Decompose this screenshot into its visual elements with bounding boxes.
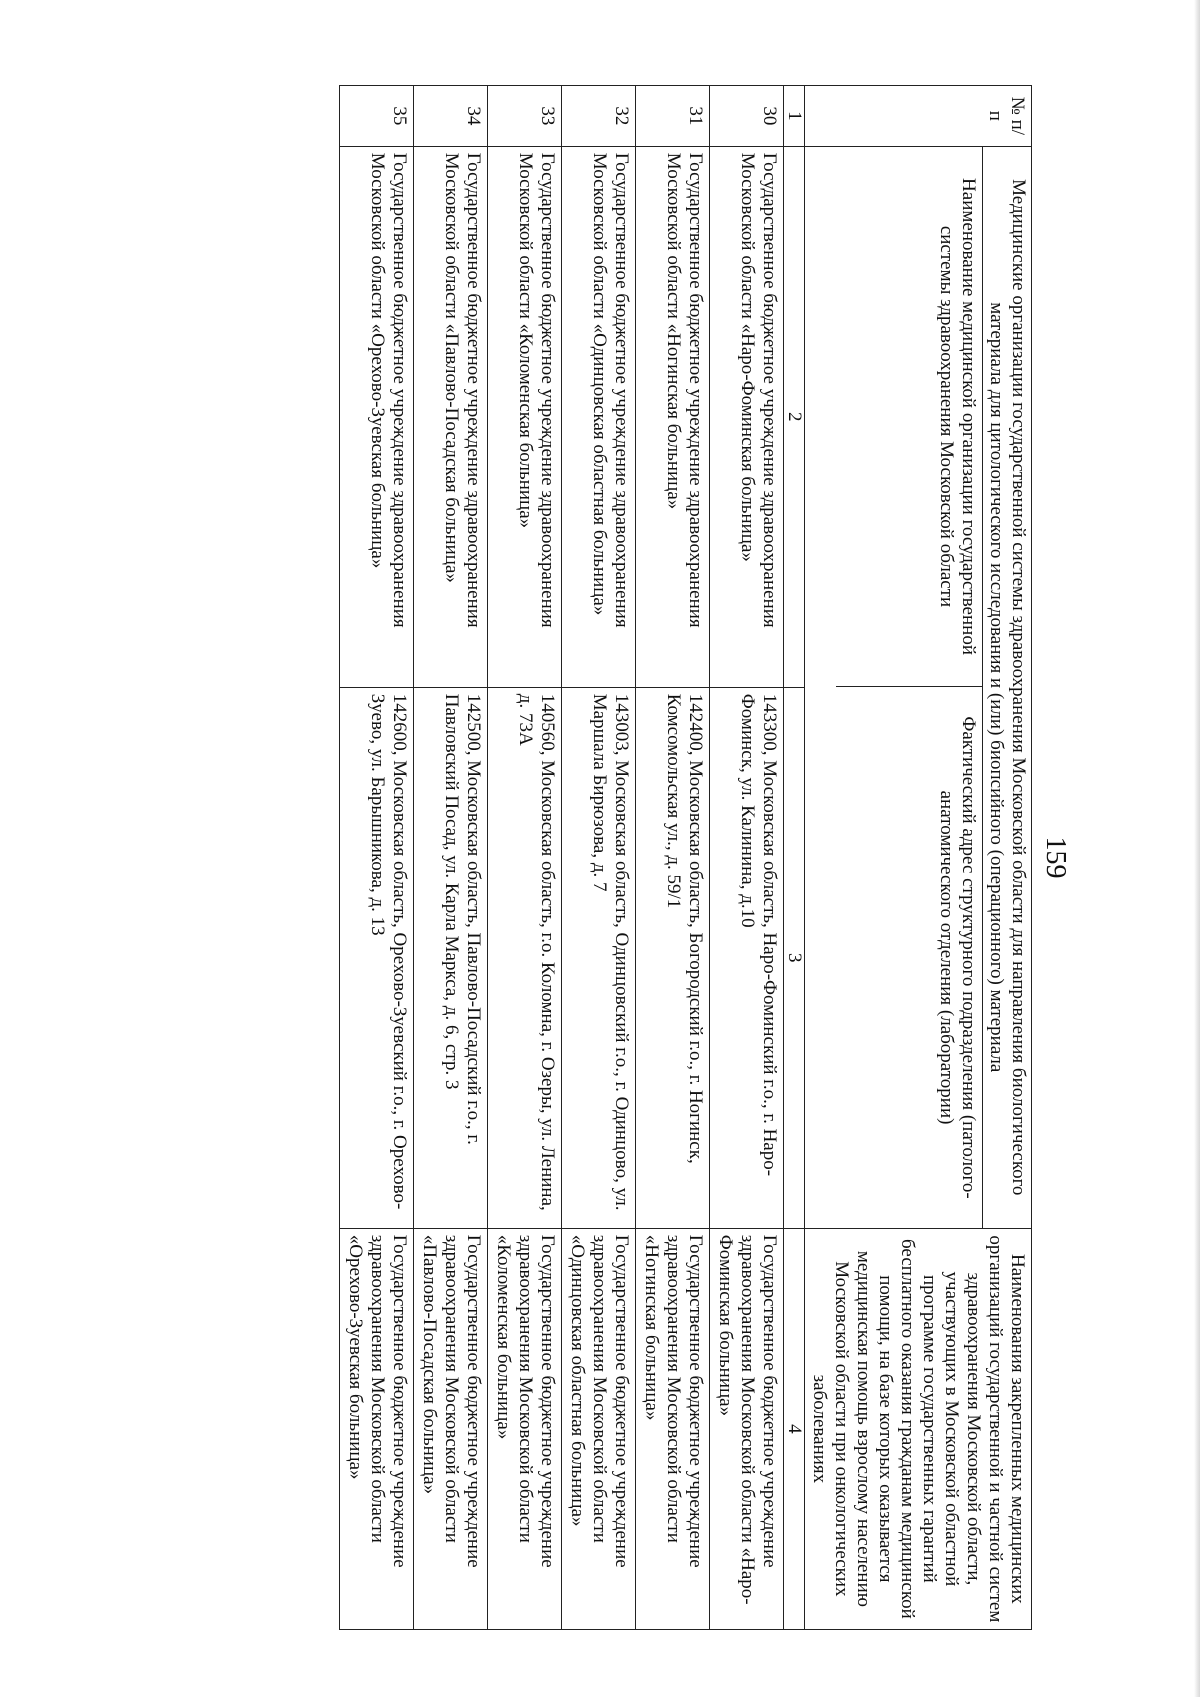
- header-subcolumns: [836, 147, 983, 1228]
- column-index: 1: [784, 86, 805, 147]
- organization-name: Государственное бюджетное учреждение здравоохранения Московской области «Одинцовская областная больница»: [562, 146, 636, 687]
- attached-organizations: Государственное бюджетное учреждение здравоохранения Московской области «Ногинская больница»: [636, 1228, 710, 1629]
- column-index-row: [784, 86, 805, 1630]
- organization-name: Государственное бюджетное учреждение здравоохранения Московской области «Коломенская больница»: [488, 146, 562, 687]
- laboratory-address: 143300, Московская область, Наро-Фоминский г.о., г. Наро-Фоминск, ул. Калинина, д.10: [710, 687, 784, 1228]
- row-number: 30: [710, 86, 784, 147]
- row-number: 34: [414, 86, 488, 147]
- row-number: 31: [636, 86, 710, 147]
- header-number: № п/п: [805, 86, 1032, 147]
- attached-organizations: Государственное бюджетное учреждение здравоохранения Московской области «Павлово-Посадская больница»: [414, 1228, 488, 1629]
- attached-organizations: Государственное бюджетное учреждение здравоохранения Московской области «Коломенская больница»: [488, 1228, 562, 1629]
- laboratory-address: 142400, Московская область, Богородский г.о., г. Ногинск, Комсомольская ул., д. 59/1: [636, 687, 710, 1228]
- header-group-cell: [805, 146, 1032, 1228]
- scan-edge: [1194, 0, 1200, 1697]
- organizations-table: [339, 85, 1032, 1630]
- column-index: 4: [784, 1228, 805, 1629]
- attached-organizations: Государственное бюджетное учреждение здравоохранения Московской области «Наро-Фоминская больница»: [710, 1228, 784, 1629]
- organization-name: Государственное бюджетное учреждение здравоохранения Московской области «Орехово-Зуевская больница»: [340, 146, 414, 687]
- rotated-page-content: [140, 85, 1080, 1630]
- row-number: 33: [488, 86, 562, 147]
- attached-organizations: Государственное бюджетное учреждение здравоохранения Московской области «Одинцовская областная больница»: [562, 1228, 636, 1629]
- laboratory-address: 142500, Московская область, Павлово-Посадский г.о., г. Павловский Посад, ул. Карла Маркса, д. 6, стр. 3: [414, 687, 488, 1228]
- column-index: 3: [784, 687, 805, 1228]
- table-header-row: [805, 86, 1032, 1630]
- table-row: [340, 86, 414, 1630]
- row-number: 32: [562, 86, 636, 147]
- page-number: 159: [1040, 836, 1071, 879]
- attached-organizations: Государственное бюджетное учреждение здравоохранения Московской области «Орехово-Зуевская больница»: [340, 1228, 414, 1629]
- table-row: [710, 86, 784, 1630]
- organization-name: Государственное бюджетное учреждение здравоохранения Московской области «Ногинская больница»: [636, 146, 710, 687]
- header-attached-orgs: Наименования закрепленных медицинских организаций государственной и частной систем здравоохранения Московской области, участвующих в Московской областной программе государственных гарантий бесплатного оказания гражданам медицинской помощи, на базе которых оказывается медицинская помощь взрослому населению Московской области при онкологических заболеваниях: [805, 1228, 1032, 1629]
- organization-name: Государственное бюджетное учреждение здравоохранения Московской области «Наро-Фоминская больница»: [710, 146, 784, 687]
- laboratory-address: 143003, Московская область, Одинцовский г.о., г. Одинцово, ул. Маршала Бирюзова, д. 7: [562, 687, 636, 1228]
- row-number: 35: [340, 86, 414, 147]
- header-org-name: Наименование медицинской организации государственной системы здравоохранения Московской области: [836, 147, 982, 688]
- laboratory-address: 142600, Московская область, Орехово-Зуевский г.о., г. Орехово-Зуево, ул. Барышникова, д. 13: [340, 687, 414, 1228]
- table-row: [414, 86, 488, 1630]
- table-row: [562, 86, 636, 1630]
- table-row: [636, 86, 710, 1630]
- laboratory-address: 140560, Московская область, г.о. Коломна, г. Озеры, ул. Ленина, д. 73А: [488, 687, 562, 1228]
- table-row: [488, 86, 562, 1630]
- header-group-title: Медицинские организации государственной системы здравоохранения Московской области для направления биологического материала для цитологического исследования и (или) биопсийного (операционного) материала: [986, 179, 1029, 1196]
- column-index: 2: [784, 146, 805, 687]
- organization-name: Государственное бюджетное учреждение здравоохранения Московской области «Павлово-Посадская больница»: [414, 146, 488, 687]
- header-address: Фактический адрес структурного подразделения (патолого-анатомического отделения (лаборатории): [936, 716, 979, 1199]
